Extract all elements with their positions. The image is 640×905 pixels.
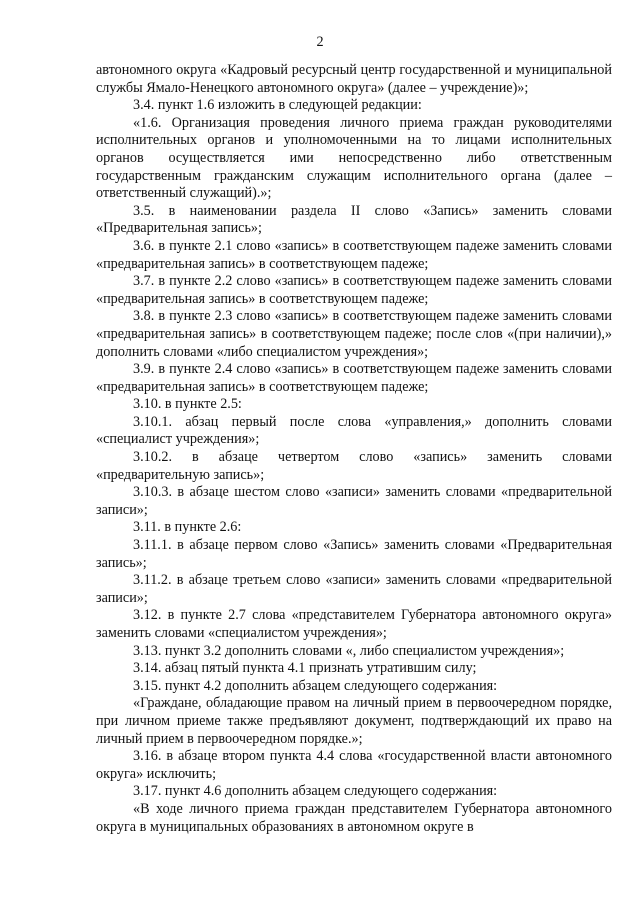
paragraph: 3.17. пункт 4.6 дополнить абзацем следующего содержания: — [133, 783, 498, 800]
paragraph: 3.4. пункт 1.6 изложить в следующей редакции: — [133, 97, 422, 114]
paragraph: 3.8. в пункте 2.3 слово «запись» в соответствующем падеже заменить словами «предварительная запись» в соответствующем падеже; после слов «(при наличии),» дополнить словами «либо специалистом учреждения»; — [96, 308, 612, 360]
paragraph: 3.15. пункт 4.2 дополнить абзацем следующего содержания: — [133, 677, 498, 694]
paragraph: 3.10.2. в абзаце четвертом слово «запись» заменить словами «предварительную запись»; — [96, 449, 612, 483]
document-body — [96, 62, 612, 836]
paragraph: 3.16. в абзаце втором пункта 4.4 слова «государственной власти автономного округа» исключить; — [96, 748, 612, 782]
paragraph: 3.6. в пункте 2.1 слово «запись» в соответствующем падеже заменить словами «предварительная запись» в соответствующем падеже; — [96, 237, 612, 272]
paragraph: 3.7. в пункте 2.2 слово «запись» в соответствующем падеже заменить словами «предварительная запись» в соответствующем падеже; — [96, 273, 612, 307]
paragraph: 3.10.1. абзац первый после слова «управления,» дополнить словами «специалист учреждения»; — [96, 413, 612, 448]
paragraph: 3.5. в наименовании раздела II слово «Запись» заменить словами «Предварительная запись»; — [96, 202, 612, 237]
paragraph: 3.13. пункт 3.2 дополнить словами «, либо специалистом учреждения»; — [133, 642, 565, 659]
paragraph: 3.14. абзац пятый пункта 4.1 признать утратившим силу; — [133, 660, 477, 677]
paragraph: «Граждане, обладающие правом на личный прием в первоочередном порядке, при личном приеме также предъявляют документ, подтверждающий их право на личный прием в первоочередном порядке.»; — [96, 695, 612, 747]
paragraph: 3.11.1. в абзаце первом слово «Запись» заменить словами «Предварительная запись»; — [96, 537, 612, 571]
page-number: 2 — [316, 34, 324, 50]
paragraph: 3.11. в пункте 2.6: — [133, 519, 242, 536]
paragraph: «1.6. Организация проведения личного приема граждан руководителями исполнительных органов и уполномоченными на то лицами исполнительных органов осуществляется ими непосредственно либо ответственным государственным гражданским служащим исполнительного органа (далее – ответственный служащий).»; — [96, 114, 612, 202]
paragraph: 3.9. в пункте 2.4 слово «запись» в соответствующем падеже заменить словами «предварительная запись» в соответствующем падеже; — [96, 361, 612, 395]
paragraph: автономного округа «Кадровый ресурсный центр государственной и муниципальной службы Ямало-Ненецкого автономного округа» (далее – учреждение)»; — [96, 62, 612, 96]
paragraph: 3.11.2. в абзаце третьем слово «записи» заменить словами «предварительной записи»; — [96, 572, 612, 606]
paragraph: 3.12. в пункте 2.7 слова «представителем Губернатора автономного округа» заменить словами «специалистом учреждения»; — [96, 607, 612, 641]
paragraph: «В ходе личного приема граждан представителем Губернатора автономного округа в муниципальных образованиях в автономном округе в — [96, 800, 612, 835]
paragraph: 3.10. в пункте 2.5: — [133, 396, 242, 413]
paragraph: 3.10.3. в абзаце шестом слово «записи» заменить словами «предварительной записи»; — [96, 484, 612, 518]
